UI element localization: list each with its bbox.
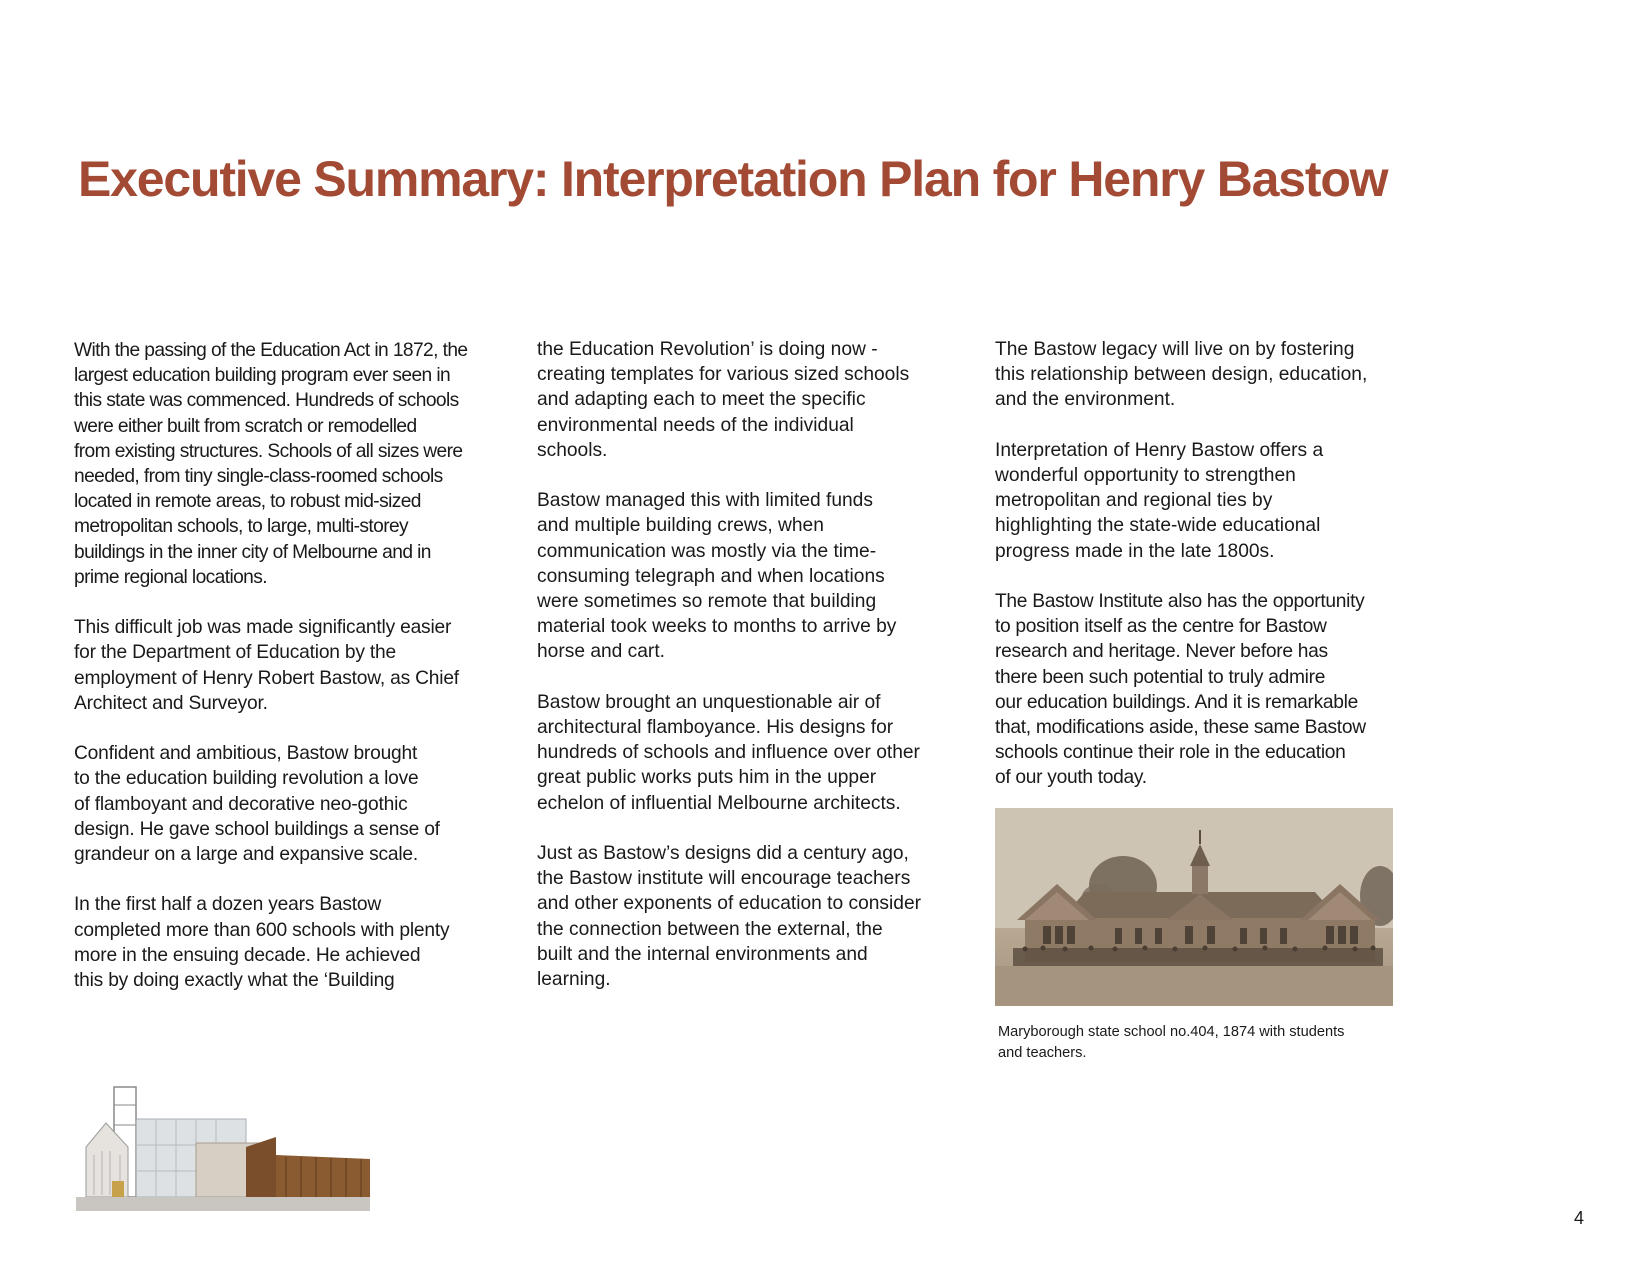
paragraph: Interpretation of Henry Bastow offers a wonderful opportunity to strengthen metropolitan and regional ties by highlighting the state-wide educational progress made in the late 1800s.: [995, 439, 1324, 562]
school-photo: [995, 808, 1393, 1006]
paragraph: With the passing of the Education Act in 1872, the largest education building program ever seen in this state was commenced. Hundreds of schools were either built from scratch or remodelled from existing structures. Schools of all sizes were needed, from tiny single-class-roomed schools located in remote areas, to robust mid-sized metropolitan schools, to large, multi-storey buildings in the inner city of Melbourne and in prime regional locations.: [74, 340, 468, 588]
building-sketch-image: [76, 1085, 370, 1211]
paragraph: Bastow managed this with limited funds and multiple building crews, when communication was mostly via the time- consuming telegraph and when locations were sometimes so remote that building material took weeks to months to arrive by horse and cart.: [537, 490, 897, 663]
paragraph: The Bastow Institute also has the opportunity to position itself as the centre for Bastow research and heritage. Never before has there been such potential to truly admire our education buildings. And it is remarkable that, modifications aside, these same Bastow schools continue their role in the education of our youth today.: [995, 591, 1366, 789]
text-column-3: [995, 337, 1415, 816]
paragraph: Just as Bastow’s designs did a century ago, the Bastow institute will encourage teachers and other exponents of education to consider the connection between the external, the built and the internal environments and learning.: [537, 843, 922, 991]
paragraph: In the first half a dozen years Bastow completed more than 600 schools with plenty more in the ensuing decade. He achieved this by doing exactly what the ‘Building: [74, 894, 450, 992]
paragraph: The Bastow legacy will live on by fostering this relationship between design, education, and the environment.: [995, 339, 1368, 411]
school-building-image: [995, 808, 1393, 1006]
paragraph: Confident and ambitious, Bastow brought to the education building revolution a love of flamboyant and decorative neo-gothic design. He gave school buildings a sense of grandeur on a large and expansive scale.: [74, 743, 440, 866]
photo-caption: Maryborough state school no.404, 1874 with students and teachers.: [998, 1024, 1345, 1061]
paragraph: Bastow brought an unquestionable air of architectural flamboyance. His designs for hundreds of schools and influence over other great public works puts him in the upper echelon of influential Melbourne architects.: [537, 691, 920, 814]
text-column-1: [74, 338, 489, 1018]
text-column-2: [537, 337, 957, 1017]
paragraph: the Education Revolution’ is doing now - creating templates for various sized schools and adapting each to meet the specific environmental needs of the individual schools.: [537, 339, 910, 461]
paragraph: This difficult job was made significantly easier for the Department of Education by the employment of Henry Robert Bastow, as Chief Architect and Surveyor.: [74, 617, 459, 714]
page-number: 4: [1574, 1208, 1585, 1228]
architectural-illustration: [76, 1085, 370, 1211]
page-title: Executive Summary: Interpretation Plan for Henry Bastow: [78, 151, 1388, 207]
